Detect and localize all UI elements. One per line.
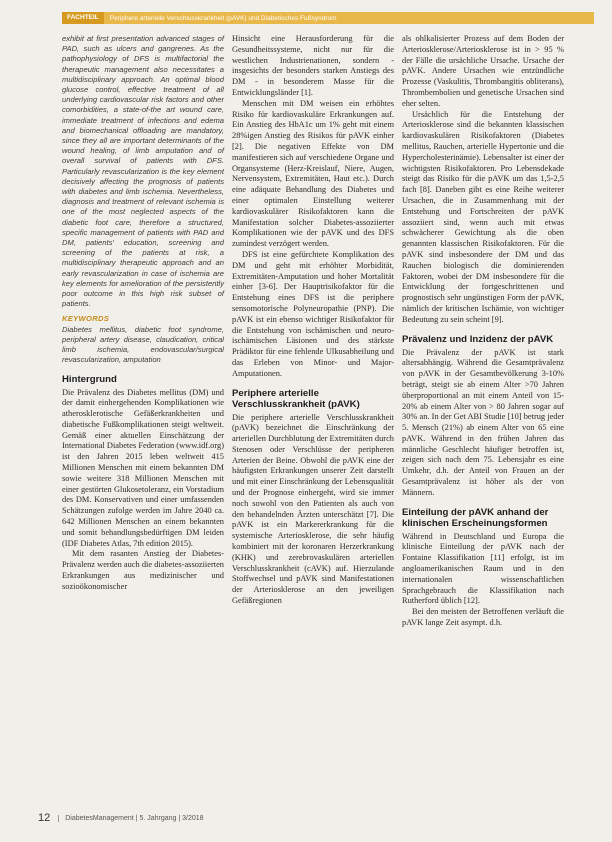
page-number: 12 xyxy=(38,812,51,824)
page-footer xyxy=(38,812,204,824)
abstract xyxy=(62,34,224,366)
paragraph: Die Prävalenz des Diabetes mellitus (DM) und der damit einhergehenden Komplikationen wie atherosklerotische Gefäßerkrankheiten und diabetische Fußkomplikationen steigt weltweit. Gemäß einer aktuellen Einschätzung der International Diabetes Federation (www.idf.org) ist den Jahren 2015 leben weltweit 415 Millionen Menschen mit einem bekannten DM sowie weitere 318 Millionen Menschen mit einer gestörten Glukosetoleranz, ein Vorstadium des DM. Konservativen und einer umfassenden Schätzungen zufolge werden im Jahre 2040 ca. 642 Millionen Menschen an einem bekannten und somit behandlungsbedürftigen DM leiden (IDF Diabetes Atlas, 7th edition 2015). xyxy=(62,387,224,548)
section-label: FACHTEIL xyxy=(62,12,104,24)
paragraph: DFS ist eine gefürchtete Komplikation des DM und geht mit erhöhter Morbidität, Extremitäten-Amputation und hoher Mortalität einher [3-6]. Der Hauptrisikofaktor für die Entstehung eines DFS ist die periphere sensomotorische Polyneuropathie (PNP). Die pAVK ist ein ebenso wichtiger Risikofaktor für die Entstehung von ischämischen und neuro-ischämischen Läsionen und des stärkste Prädiktor für eine fehlende Ulkusabheilung und das Erleben von Minor- und Major-Amputationen. xyxy=(232,249,394,378)
heading-praevalenz: Prävalenz und Inzidenz der pAVK xyxy=(402,333,554,345)
publication-info: DiabetesManagement | 5. Jahrgang | 3/2018 xyxy=(58,815,203,822)
heading-pavk: Periphere arterielle Verschlusskrankheit (pAVK) xyxy=(232,387,360,410)
paragraph: Menschen mit DM weisen ein erhöhtes Risiko für kardiovaskuläre Erkrankungen auf. Ein Anstieg des HbA1c um 1% geht mit einem 28%igen Anstieg des Risikos für pAVK einher [2]. Die negativen Effekte von DM manifestieren sich auf verschiedene Organe und Organsysteme (Herz-Kreislauf, Niere, Augen, Nervensystem, Extremitäten, Haut etc.). Durch eine adäquate Behandlung des Diabetes und einer optimalen Einstellung weiterer kardiovaskulärer Risikofaktoren kann die Manifestation solcher Diabetes-assoziierter Komplikationen wie der pAVK und des DFS zumindest verzögert werden. xyxy=(232,98,394,249)
paragraph: Hinsicht eine Herausforderung für die Gesundheitssysteme, nicht nur für die westlichen Industrienationen, sondern - insgesichts der besonders starken Anstiegs des DM - in besonderem Masse für die Entwicklungsländer [1]. xyxy=(232,34,394,97)
paragraph: Während in Deutschland und Europa die klinische Einteilung der pAVK nach der Fontaine Klassifikation [11] erfolgt, ist im angloamerikanischen Raum und in den internationalen wissenschaftlichen Sprachgebrauch die Klassifikation nach Rutherford üblich [12]. xyxy=(402,531,564,606)
paragraph: als ohlkalisierter Prozess auf dem Boden der Arteriosklerose/Arteriosklerose ist in > 95 % der Fälle die ursächliche Ursache. Ursache der pAVK. Andere Ursachen wie entzündliche Prozesse (Vaskulitis, Thrombangitis obliterans), Thrombembolien und genetische Ursachen sind eher selten. xyxy=(402,34,564,108)
column-middle xyxy=(232,34,394,607)
running-title: Periphere arterielle Verschlusskrankheit (pAVK) und Diabetisches Fußsyndrom xyxy=(109,14,337,22)
heading-hintergrund: Hintergrund xyxy=(62,373,117,385)
running-header xyxy=(62,12,594,24)
paragraph: Mit dem rasanten Anstieg der Diabetes-Prävalenz werden auch die diabetes-assoziierten Erkrankungen aus medizinischer und sozioökonomischer xyxy=(62,549,224,591)
paragraph: Die Prävalenz der pAVK ist stark altersabhängig. Während die Gesamtprävalenz von pAVK in der Gesamtbevölkerung 3-10% beträgt, steigt sie ab einem Alter >70 Jahren überproportional an mit einem Anteil von 15-20% ab einem Alter von > 80 Jahren sogar auf 30% an. In der Get ABI Studie [10] betrug jeder 5. Mensch (21%) ab einem Alter von 65 eine pAVK. Während in den frühen Jahren das männliche Geschlecht häufiger betroffen ist, zeigen sich nach dem 75. Lebensjahr es eine Umkehr, d.h. der Anteil von Frauen an der Gesamtprävalenz ist höher als der von Männern. xyxy=(402,347,564,497)
keywords-label: KEYWORDS xyxy=(62,314,110,324)
column-left xyxy=(62,34,224,593)
paragraph: Ursächlich für die Entstehung der Arteriosklerose sind die bekannten klassischen kardiovaskulären Risikofaktoren (Diabetes mellitus, Rauchen, arterielle Hypertonie und die Hypercholesterinämie). Lebensalter ist einer der wichtigsten Risikofaktoren. Pro Lebensdekade steigt das Risiko für die pAVK um das 1,5-2,5 fach [8]. Daneben gibt es eine Reihe weiterer Ursachen, die in Zusammenhang mit der Entstehung und Fortschreiten der pAVK assoziiert sind, wenn auch mit etwas schwächerer Gewichtung als die oben genannten klassischen Risikofaktoren. Für die pAVK sind insbesondere der DM und das Rauchen biologisch die dominierenden Faktoren, wobei der DM insbesondere für die Entwicklung der fortgeschrittenen und prognostisch sehr ungünstigen Form der pAVK, nämlich der kritischen Ischämie, von wichtiger Bedeutung zu sein scheint [9]. xyxy=(402,109,564,324)
column-right xyxy=(402,34,564,629)
abstract-text: exhibit at first presentation advanced stages of PAD, such as ulcers and gangrenes. As the pathophysiology of DFS is multifactorial the therapeutic management also necessitates a multidisciplinary approach. An optimal blood glucose control, effective treatment of all underlying cardiovascular risk factors and other comorbidities, a state-of-the art wound care, immediate treatment of infections and edema and biomechanical offloading are mandatory, since they all are important determinants of the wound healing, of limb amputation and of overall survival of patients with DFS. Particularly revascularization is the key element decisively affecting the prognosis of patients with diabetes and limb ischemia. Nevertheless, diagnosis and treatment of relevant ischemia is one of the most neglected aspects of the diabetic foot care, therefore a structured, specific management of patients with PAD and DM, patients' education, screening and screening of the patients at risk, a multidisciplinary therapeutic approach and an early revascularization in case of ischemia are key elements for amelioration of the persistently poor outcome in this high risk subset of patients. xyxy=(62,34,224,309)
paragraph: Die periphere arterielle Verschlusskrankheit (pAVK) bezeichnet die Einschränkung der arteriellen Durchblutung der Extremitäten durch Stenosen oder Verschlüsse der peripheren Arterien der Beine. Obwohl die pAVK eine der häufigsten Erkrankungen unserer Zeit darstellt und mit einer Einschränkung der Lebensqualität und der Prognose einhergeht, wird sie immer noch sowohl von den Patienten als auch von den behandelnden Ärzten unterschätzt [7]. Die pAVK ist ein Markererkrankung für die systemische Arteriosklerose, die sehr häufig kombiniert mit der koronaren Herzerkrankung (KHK) und zerebrovaskulären arteriellen Verschlusskrankheit (cAVK) auf. Hierzulande Stoffwechsel und pAVK sind Manifestationen der Arteriosklerose an den jeweiligen Gefäßregionen xyxy=(232,412,394,606)
heading-einteilung: Einteilung der pAVK anhand der klinischen Erscheinungsformen xyxy=(402,506,549,529)
keywords-text: Diabetes mellitus, diabetic foot syndrome, peripheral artery disease, claudication, critical limb ischemia, endovascular/surgical revascularization, amputation xyxy=(62,324,224,365)
paragraph: Bei den meisten der Betroffenen verläuft die pAVK lange Zeit asympt. d.h. xyxy=(402,607,564,628)
